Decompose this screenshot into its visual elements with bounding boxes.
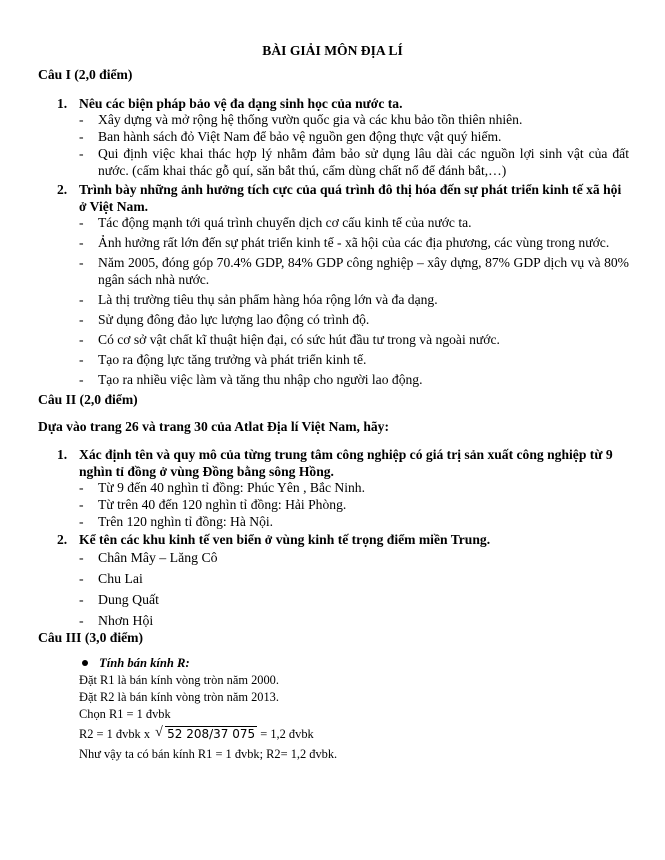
question-1-1-answer-list: [79, 111, 629, 179]
list-item: - Từ trên 40 đến 120 nghìn tỉ đồng: Hải Phòng.: [79, 496, 629, 513]
question-2-intro: Dựa vào trang 26 và trang 30 của Atlat Địa lí Việt Nam, hãy:: [38, 419, 390, 434]
list-item: - Qui định việc khai thác hợp lý nhằm đảm bảo sử dụng lâu dài các nguồn lợi sinh vật của đất nước. (cấm khai thác gỗ quí, săn bắt thú, cấm dùng chất nổ để đánh bắt,…): [79, 145, 629, 179]
list-item: - Nhơn Hội: [79, 612, 629, 629]
question-1-2-title: [57, 181, 627, 215]
calc-line: Chọn R1 = 1 đvbk: [79, 707, 171, 721]
formula-suffix: = 1,2 đvbk: [260, 727, 314, 741]
question-2-1-text: Xác định tên và quy mô của từng trung tâm công nghiệp có giá trị sản xuất công nghiệp từ 9 nghìn tỉ đồng ở vùng Đồng bằng sông Hồng.: [79, 447, 613, 479]
list-item: - Ảnh hưởng rất lớn đến sự phát triển kinh tế - xã hội của các địa phương, các vùng trong nước.: [79, 234, 629, 251]
question-2-heading: Câu II (2,0 điểm): [38, 392, 138, 407]
question-2-1-title: [57, 446, 627, 480]
radius-subheading: [79, 655, 190, 672]
item-number: 2.: [57, 532, 68, 547]
calc-line: Đặt R1 là bán kính vòng tròn năm 2000.: [79, 673, 279, 687]
question-2-2-answer-list: [79, 549, 629, 633]
formula-prefix: R2 = 1 đvbk x: [79, 727, 151, 741]
list-item: - Chân Mây – Lăng Cô: [79, 549, 629, 566]
radius-subheading-text: Tính bán kính R:: [99, 656, 190, 670]
item-number: 2.: [57, 182, 68, 197]
list-item: - Từ 9 đến 40 nghìn tỉ đồng: Phúc Yên , Bắc Ninh.: [79, 479, 629, 496]
list-item: - Chu Lai: [79, 570, 629, 587]
list-item: - Dung Quất: [79, 591, 629, 608]
square-root-icon: √ 52 208/37 075: [155, 725, 256, 741]
item-number: 1.: [57, 96, 68, 111]
question-2-2-title: [57, 531, 627, 548]
question-2-1-answer-list: [79, 479, 629, 530]
list-item: - Xây dựng và mở rộng hệ thống vườn quốc gia và các khu bảo tồn thiên nhiên.: [79, 111, 629, 128]
page-title: BÀI GIẢI MÔN ĐỊA LÍ: [262, 43, 403, 58]
bullet-icon: [82, 660, 88, 666]
question-1-2-text: Trình bày những ảnh hưởng tích cực của quá trình đô thị hóa đến sự phát triển kinh tế xã hội ở Việt Nam.: [79, 182, 622, 214]
question-1-2-answer-list: [79, 214, 629, 391]
list-item: - Trên 120 nghìn tỉ đồng: Hà Nội.: [79, 513, 629, 530]
calc-line: Đặt R2 là bán kính vòng tròn năm 2013.: [79, 690, 279, 704]
radius-formula: [79, 726, 314, 743]
question-3-heading: Câu III (3,0 điểm): [38, 630, 143, 645]
list-item: - Ban hành sách đỏ Việt Nam để bảo vệ nguồn gen động thực vật quý hiếm.: [79, 128, 629, 145]
list-item: - Năm 2005, đóng góp 70.4% GDP, 84% GDP công nghiệp – xây dựng, 87% GDP dịch vụ và 80% ngân sách nhà nước.: [79, 254, 629, 288]
question-1-heading: Câu I (2,0 điểm): [38, 67, 133, 82]
list-item: - Tạo ra nhiều việc làm và tăng thu nhập cho người lao động.: [79, 371, 629, 388]
formula-radicand: 52 208/37 075: [167, 727, 256, 741]
item-number: 1.: [57, 447, 68, 462]
question-1-1-text: Nêu các biện pháp bảo vệ đa dạng sinh học của nước ta.: [79, 96, 403, 111]
question-1-1-title: [57, 95, 627, 112]
conclusion-line: Như vậy ta có bán kính R1 = 1 đvbk; R2= 1,2 đvbk.: [79, 747, 338, 761]
list-item: - Tác động mạnh tới quá trình chuyển dịch cơ cấu kinh tế của nước ta.: [79, 214, 629, 231]
list-item: - Sử dụng đông đảo lực lượng lao động có trình độ.: [79, 311, 629, 328]
list-item: - Là thị trường tiêu thụ sản phẩm hàng hóa rộng lớn và đa dạng.: [79, 291, 629, 308]
list-item: - Tạo ra động lực tăng trưởng và phát triển kinh tế.: [79, 351, 629, 368]
list-item: - Có cơ sở vật chất kĩ thuật hiện đại, có sức hút đầu tư trong và ngoài nước.: [79, 331, 629, 348]
question-2-2-text: Kể tên các khu kinh tế ven biển ở vùng kinh tế trọng điểm miền Trung.: [79, 532, 491, 547]
